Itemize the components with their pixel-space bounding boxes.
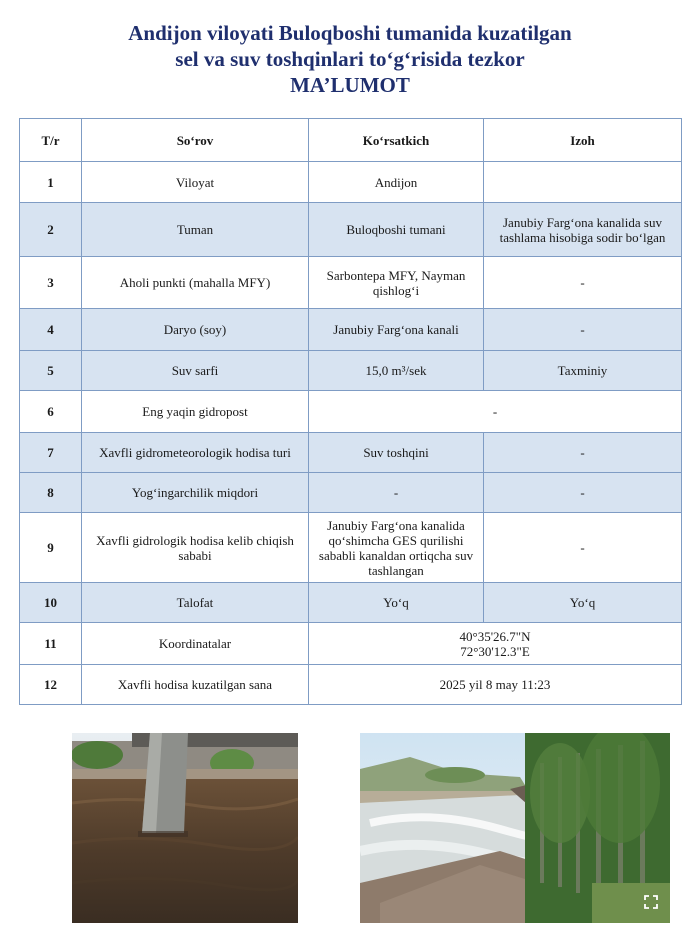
row-query: Xavfli gidrometeorologik hodisa turi	[82, 433, 309, 473]
row-value: 2025 yil 8 may 11:23	[309, 665, 682, 705]
row-value: Yo‘q	[309, 583, 484, 623]
row-query: Xavfli gidrologik hodisa kelib chiqish sababi	[82, 513, 309, 583]
title-line-3: MA’LUMOT	[290, 73, 410, 97]
row-value	[309, 623, 682, 665]
row-note: -	[484, 513, 682, 583]
row-number: 6	[20, 391, 82, 433]
header-value: Ko‘rsatkich	[309, 119, 484, 162]
row-note	[484, 162, 682, 203]
row-value: Janubiy Farg‘ona kanali	[309, 309, 484, 351]
title-line-1: Andijon viloyati Buloqboshi tumanida kuzatilgan	[128, 21, 572, 45]
table-row	[20, 203, 682, 257]
row-value: -	[309, 391, 682, 433]
row-number: 3	[20, 257, 82, 309]
row-note: Janubiy Farg‘ona kanalida suv tashlama hisobiga sodir bo‘lgan	[484, 203, 682, 257]
row-value: Buloqboshi tumani	[309, 203, 484, 257]
expand-icon[interactable]	[644, 895, 658, 909]
table-row	[20, 623, 682, 665]
row-note: Taxminiy	[484, 351, 682, 391]
table-row	[20, 583, 682, 623]
table-row	[20, 391, 682, 433]
row-number: 4	[20, 309, 82, 351]
title-line-2: sel va suv toshqinlari to‘g‘risida tezkor	[175, 47, 525, 71]
row-note: -	[484, 257, 682, 309]
row-value: Suv toshqini	[309, 433, 484, 473]
row-number: 9	[20, 513, 82, 583]
header-query: So‘rov	[82, 119, 309, 162]
row-note: Yo‘q	[484, 583, 682, 623]
row-query: Koordinatalar	[82, 623, 309, 665]
table-row	[20, 257, 682, 309]
table-row	[20, 162, 682, 203]
table-row	[20, 351, 682, 391]
page-title	[0, 20, 700, 98]
table-row	[20, 309, 682, 351]
row-number: 5	[20, 351, 82, 391]
row-value: Andijon	[309, 162, 484, 203]
row-number: 2	[20, 203, 82, 257]
row-query: Daryo (soy)	[82, 309, 309, 351]
row-number: 12	[20, 665, 82, 705]
report-table	[19, 118, 682, 705]
header-note: Izoh	[484, 119, 682, 162]
row-number: 8	[20, 473, 82, 513]
latitude: 40°35'26.7"N	[459, 628, 531, 644]
table-row	[20, 433, 682, 473]
row-value: Sarbontepa MFY, Nayman qishlog‘i	[309, 257, 484, 309]
table-row	[20, 513, 682, 583]
row-note: -	[484, 309, 682, 351]
row-query: Talofat	[82, 583, 309, 623]
row-value: -	[309, 473, 484, 513]
row-value: 15,0 m³/sek	[309, 351, 484, 391]
row-query: Yog‘ingarchilik miqdori	[82, 473, 309, 513]
row-query: Xavfli hodisa kuzatilgan sana	[82, 665, 309, 705]
row-query: Aholi punkti (mahalla MFY)	[82, 257, 309, 309]
row-number: 1	[20, 162, 82, 203]
row-note: -	[484, 473, 682, 513]
row-number: 7	[20, 433, 82, 473]
flooded-canal-photo	[72, 733, 298, 923]
row-query: Suv sarfi	[82, 351, 309, 391]
row-note: -	[484, 433, 682, 473]
table-row	[20, 473, 682, 513]
header-row	[20, 119, 682, 162]
water-discharge-photo	[360, 733, 670, 923]
row-number: 11	[20, 623, 82, 665]
header-number: T/r	[20, 119, 82, 162]
row-number: 10	[20, 583, 82, 623]
row-query: Eng yaqin gidropost	[82, 391, 309, 433]
row-query: Tuman	[82, 203, 309, 257]
table-row	[20, 665, 682, 705]
row-query: Viloyat	[82, 162, 309, 203]
longitude: 72°30'12.3"E	[460, 643, 530, 659]
row-value: Janubiy Farg‘ona kanalida qo‘shimcha GES qurilishi sababli kanaldan ortiqcha suv tashlangan	[309, 513, 484, 583]
